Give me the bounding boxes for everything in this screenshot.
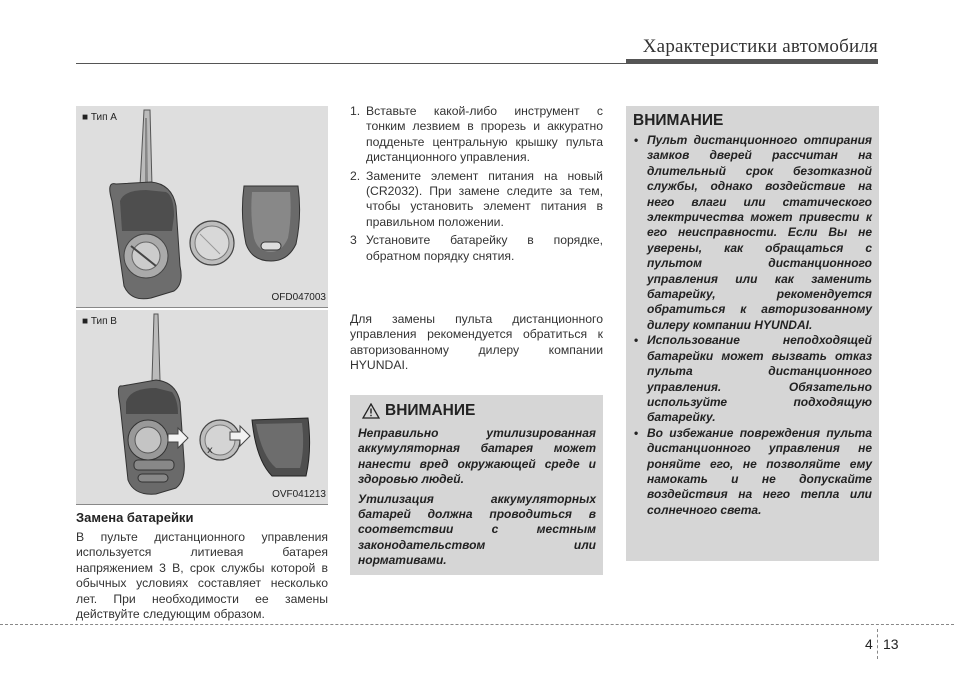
warning-item [634, 333, 872, 425]
key-fob-type-a-illustration [76, 106, 328, 307]
warning-box-battery [350, 395, 603, 575]
step-number: 1. [350, 104, 361, 118]
svg-text:x: x [207, 445, 213, 456]
step-item [350, 233, 603, 264]
step-item [350, 169, 603, 231]
section-title: Замена батарейки [76, 510, 194, 525]
bullet: • [634, 133, 639, 147]
figure-divider [76, 504, 328, 505]
warning-item-text: Во избежание повреждения пульта дистанционного управления не роняйте его, не позволяйте ему намокать и не допускайте воздействия на него тепла или солнечного света. [647, 425, 872, 517]
figure-code: OFD047003 [271, 292, 326, 303]
warning-header [633, 112, 723, 130]
footer-divider [877, 629, 878, 659]
footer-rule [0, 624, 954, 625]
figure-type-b [76, 310, 328, 504]
step-number: 3 [350, 233, 357, 248]
warning-box-remote [626, 106, 879, 561]
warning-paragraph: Неправильно утилизированная аккумуляторная батарея может нанести вред окружающей среде и здоровью людей. [358, 426, 596, 487]
warning-item-text: Пульт дистанционного отпирания замков дверей рассчитан на длительный срок безотказной службы, однако воздействие на него влаги или статического электричества может привести к его неисправности. Если Вы не уверены, как обращаться с пультом дистанционного управления или как заменить батарейку, рекомендуется обратиться к авторизованному дилеру компании HYUNDAI. [647, 133, 872, 332]
replacement-steps [350, 104, 603, 267]
figure-divider [76, 307, 328, 308]
header-rule [76, 63, 878, 64]
step-item [350, 104, 603, 166]
bullet: • [634, 333, 639, 348]
warning-title: ВНИМАНИЕ [633, 112, 724, 129]
figure-label: ■ Тип B [82, 316, 117, 327]
step-number: 2. [350, 168, 361, 183]
warning-list [634, 133, 872, 518]
figure-type-a [76, 106, 328, 307]
figure-code: OVF041213 [272, 489, 326, 500]
section-number: 4 [865, 636, 873, 652]
warning-triangle-icon [362, 403, 380, 419]
warning-text [358, 426, 596, 573]
page-number: 13 [883, 636, 899, 652]
warning-header [362, 402, 475, 420]
page-header-title: Характеристики автомобиля [642, 36, 878, 57]
warning-item [634, 426, 872, 518]
section-text: В пульте дистанционного управления используется литиевая батарея напряжением 3 В, срок службы которой в обычных условиях составляет несколько лет. При необходимости ее замены действуйте следующим образом. [76, 530, 328, 622]
step-text: Вставьте какой-либо инструмент с тонким лезвием в прорезь и аккуратно подденьте центральную крышку пульта дистанционного управления. [366, 104, 603, 165]
step-text: Замените элемент питания на новый (CR2032). При замене следите за тем, чтобы установить элемент питания в правильном положении. [366, 168, 603, 229]
warning-item-text: Использование неподходящей батарейки может вызвать отказ пульта дистанционного управления. Обязательно используйте подходящую батарейку. [647, 333, 872, 425]
figure-label: ■ Тип A [82, 112, 117, 123]
warning-item [634, 133, 872, 333]
dealer-note: Для замены пульта дистанционного управления рекомендуется обратиться к авторизованному дилеру компании HYUNDAI. [350, 312, 603, 373]
step-text: Установите батарейку в порядке, обратном порядку снятия. [366, 233, 603, 263]
warning-paragraph: Утилизация аккумуляторных батарей должна проводиться в соответствии с местным законодательством или нормативами. [358, 491, 596, 568]
key-fob-type-b-illustration [76, 310, 328, 504]
bullet: • [634, 425, 639, 440]
warning-title: ВНИМАНИЕ [385, 402, 476, 419]
